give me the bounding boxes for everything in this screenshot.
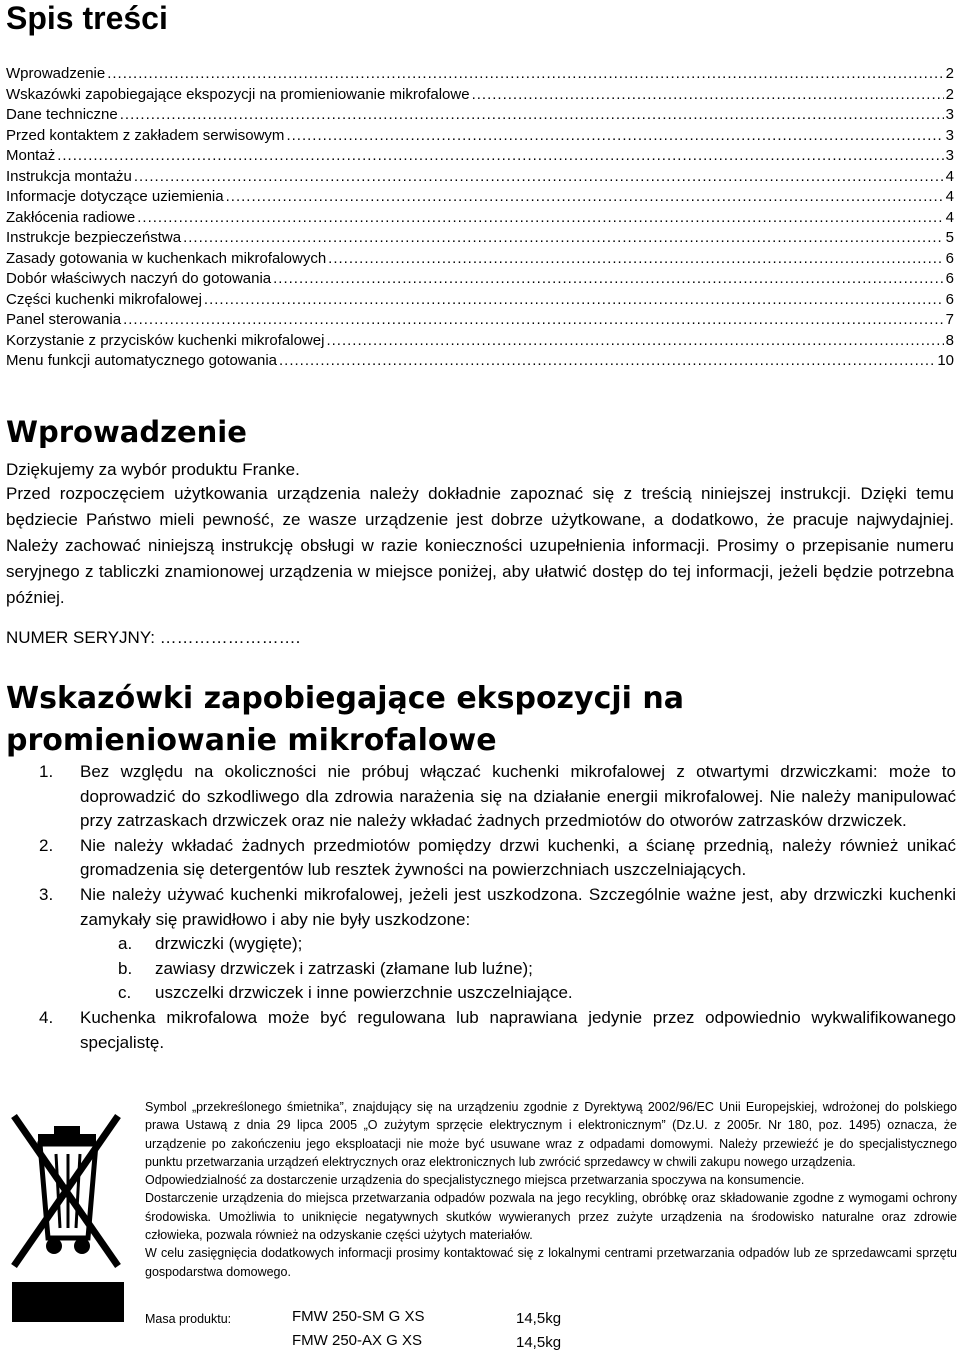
product-model: FMW 250-AX G XS bbox=[292, 1332, 423, 1349]
toc-entry[interactable] bbox=[6, 310, 954, 331]
toc-entry-label: Zasady gotowania w kuchenkach mikrofalowych bbox=[6, 249, 327, 267]
toc-entry-page: 8 bbox=[945, 331, 954, 349]
table-of-contents bbox=[6, 64, 954, 372]
warning-subitem bbox=[80, 981, 956, 1006]
warning-item bbox=[6, 883, 956, 1006]
toc-entry[interactable] bbox=[6, 249, 954, 270]
disposal-info bbox=[145, 1098, 957, 1281]
toc-entry[interactable] bbox=[6, 187, 954, 208]
toc-entry-page: 7 bbox=[945, 311, 954, 328]
toc-entry-page: 4 bbox=[945, 167, 954, 185]
mass-label: Masa produktu: bbox=[145, 1312, 232, 1326]
warning-text: Nie należy wkładać żadnych przedmiotów pomiędzy drzwi kuchenki, a ścianę przednią, należy również unikać gromadzenia się detergentów lub resztek żywności na powierzchniach uszczelniających. bbox=[80, 835, 956, 880]
toc-entry-label: Wskazówki zapobiegające ekspozycji na promieniowanie mikrofalowe bbox=[6, 85, 470, 103]
warning-text: Nie należy używać kuchenki mikrofalowej, jeżeli jest uszkodzona. Szczególnie ważne jest, aby drzwiczki kuchenki zamykały się prawidłowo i aby nie były uszkodzone: bbox=[80, 884, 956, 929]
toc-entry[interactable] bbox=[6, 208, 954, 229]
toc-entry[interactable] bbox=[6, 331, 954, 352]
toc-entry-page: 10 bbox=[937, 352, 954, 369]
toc-leader-dots bbox=[273, 269, 944, 290]
toc-entry-label: Korzystanie z przycisków kuchenki mikrofalowej bbox=[6, 331, 325, 349]
intro-thanks: Dziękujemy za wybór produktu Franke. bbox=[6, 460, 300, 479]
toc-leader-dots bbox=[286, 126, 943, 147]
toc-leader-dots bbox=[279, 351, 935, 372]
toc-entry-page: 4 bbox=[945, 188, 954, 205]
toc-entry-page: 4 bbox=[945, 208, 954, 226]
toc-leader-dots bbox=[183, 228, 944, 249]
toc-leader-dots bbox=[134, 167, 944, 188]
toc-entry-label: Instrukcje bezpieczeństwa bbox=[6, 229, 182, 246]
toc-leader-dots bbox=[123, 310, 944, 331]
toc-entry[interactable] bbox=[6, 269, 954, 290]
warning-text: Bez względu na okoliczności nie próbuj włączać kuchenki mikrofalowej z otwartymi drzwiczkami: może to doprowadzić do szkodliwego dla zdrowia narażenia się na działanie energii mikrofalowej. Nie należy manipulować przy zatrzaskach drzwiczek oraz nie należy wkładać żadnych przedmiotów do otworów zatrzasków drzwiczek. bbox=[80, 762, 956, 831]
toc-leader-dots bbox=[226, 187, 944, 208]
warning-subitem bbox=[80, 932, 956, 957]
toc-entry-page: 6 bbox=[945, 270, 954, 287]
disposal-paragraph: W celu zasięgnięcia dodatkowych informacji prosimy kontaktować się z lokalnymi centrami przetwarzania odpadów lub ze sprzedawcami sprzętu gospodarstwa domowego. bbox=[145, 1246, 957, 1279]
toc-entry-label: Dane techniczne bbox=[6, 106, 118, 123]
warning-subitem-letter: b. bbox=[118, 958, 133, 978]
toc-entry-label: Zakłócenia radiowe bbox=[6, 208, 136, 226]
toc-entry-label: Wprowadzenie bbox=[6, 65, 106, 82]
toc-leader-dots bbox=[120, 105, 944, 126]
product-mass: 14,5kg bbox=[516, 1310, 562, 1327]
warning-item bbox=[6, 760, 956, 834]
warning-sublist bbox=[80, 932, 956, 1006]
toc-entry-label: Instrukcja montażu bbox=[6, 167, 132, 185]
toc-entry[interactable] bbox=[6, 290, 954, 311]
warnings-list bbox=[6, 760, 956, 1055]
toc-entry[interactable] bbox=[6, 64, 954, 85]
toc-leader-dots bbox=[326, 331, 943, 352]
toc-leader-dots bbox=[472, 85, 944, 106]
crossed-out-wheelie-bin-icon bbox=[8, 1098, 125, 1323]
product-mass: 14,5kg bbox=[516, 1334, 562, 1351]
toc-entry-label: Części kuchenki mikrofalowej bbox=[6, 290, 202, 308]
toc-title: Spis treści bbox=[6, 0, 168, 36]
disposal-paragraph: Dostarczenie urządzenia do miejsca przetwarzania odpadów pozwala na jego recykling, obróbkę oraz składowanie zgodne z wymogami ochrony środowiska. Umożliwia to uniknięcie negatywnych skutków wywieranych przez zużyte urządzenia na środowisko naturalne oraz zdrowie człowieka, pozwala również na odzyskanie części użytych materiałów. bbox=[145, 1191, 957, 1243]
disposal-paragraph: Odpowiedzialność za dostarczenie urządzenia do specjalistycznego miejsca przetwarzania spoczywa na konsumencie. bbox=[145, 1173, 805, 1188]
toc-entry-page: 6 bbox=[945, 249, 954, 267]
disposal-paragraph: Symbol „przekreślonego śmietnika”, znajdujący się na urządzeniu zgodnie z Dyrektywą 2002/96/EC Unii Europejskiej, wdrożonej do polskiego prawa Ustawą z dnia 29 lipca 2005 „O zużytym sprzęcie elektrycznym i elektronicznym” (Dz.U. z 2005r. Nr 180, poz. 1495) oznacza, że urządzenie po zakończeniu jego eksploatacji nie może być usuwane wraz z odpadami domowymi. Należy przewieźć je do specjalistycznego punktu przetwarzania urządzeń elektrycznych oraz elektronicznych lub zwrócić sprzedawcy w chwili zakupu nowego urządzenia. bbox=[145, 1100, 957, 1169]
toc-entry[interactable] bbox=[6, 126, 954, 147]
toc-entry-page: 5 bbox=[945, 229, 954, 246]
warning-subitem-text: zawiasy drzwiczek i zatrzaski (złamane lub luźne); bbox=[155, 958, 533, 978]
intro-heading: Wprowadzenie bbox=[6, 415, 247, 449]
toc-entry-label: Menu funkcji automatycznego gotowania bbox=[6, 352, 277, 369]
intro-body: Przed rozpoczęciem użytkowania urządzenia należy dokładnie zapoznać się z treścią niniejszej instrukcji. Dzięki temu będziecie Państwo mieli pewność, ze wasze urządzenie jest dobrze użytkowane, a dodatkowo, że pracuje najwydajniej. Należy zachować niniejszą instrukcję obsługi w razie konieczności uzupełnienia informacji. Prosimy o przepisanie numeru seryjnego z tabliczki znamionowej urządzenia w miejsce poniżej, aby ułatwić dostęp do tej informacji, jeżeli będzie potrzebna później. bbox=[6, 484, 954, 607]
toc-entry[interactable] bbox=[6, 85, 954, 106]
toc-entry-page: 3 bbox=[945, 126, 954, 144]
toc-entry-page: 3 bbox=[945, 147, 954, 164]
warnings-heading: Wskazówki zapobiegające ekspozycji na promieniowanie mikrofalowe bbox=[6, 681, 684, 758]
warning-subitem-letter: a. bbox=[118, 934, 133, 954]
warning-number: 3. bbox=[39, 884, 54, 904]
warning-item bbox=[6, 834, 956, 883]
warning-number: 1. bbox=[39, 762, 54, 781]
toc-leader-dots bbox=[204, 290, 944, 311]
toc-entry-label: Dobór właściwych naczyń do gotowania bbox=[6, 270, 272, 287]
toc-entry[interactable] bbox=[6, 351, 954, 372]
warning-subitem-text: uszczelki drzwiczek i inne powierzchnie uszczelniające. bbox=[155, 983, 573, 1003]
warning-text: Kuchenka mikrofalowa może być regulowana lub naprawiana jedynie przez odpowiednio wykwalifikowanego specjalistę. bbox=[80, 1007, 956, 1052]
warning-subitem bbox=[80, 957, 956, 982]
serial-number-line: NUMER SERYJNY: ……………………. bbox=[6, 628, 301, 647]
product-model: FMW 250-SM G XS bbox=[292, 1308, 425, 1325]
toc-entry[interactable] bbox=[6, 167, 954, 188]
toc-entry-page: 2 bbox=[945, 65, 954, 82]
toc-leader-dots bbox=[107, 64, 943, 85]
toc-entry[interactable] bbox=[6, 228, 954, 249]
toc-leader-dots bbox=[328, 249, 944, 270]
toc-entry-page: 2 bbox=[945, 85, 954, 103]
warning-item bbox=[6, 1006, 956, 1055]
warning-subitem-text: drzwiczki (wygięte); bbox=[155, 934, 303, 954]
toc-entry[interactable] bbox=[6, 105, 954, 126]
warning-subitem-letter: c. bbox=[118, 983, 132, 1003]
toc-entry-page: 6 bbox=[945, 290, 954, 308]
toc-entry-label: Panel sterowania bbox=[6, 311, 122, 328]
toc-entry-label: Informacje dotyczące uziemienia bbox=[6, 188, 224, 205]
toc-entry-page: 3 bbox=[945, 106, 954, 123]
toc-entry-label: Montaż bbox=[6, 147, 56, 164]
warning-number: 2. bbox=[39, 835, 54, 855]
warning-number: 4. bbox=[39, 1007, 54, 1027]
toc-entry[interactable] bbox=[6, 146, 954, 167]
toc-entry-label: Przed kontaktem z zakładem serwisowym bbox=[6, 126, 285, 144]
toc-leader-dots bbox=[57, 146, 943, 167]
toc-leader-dots bbox=[137, 208, 943, 229]
